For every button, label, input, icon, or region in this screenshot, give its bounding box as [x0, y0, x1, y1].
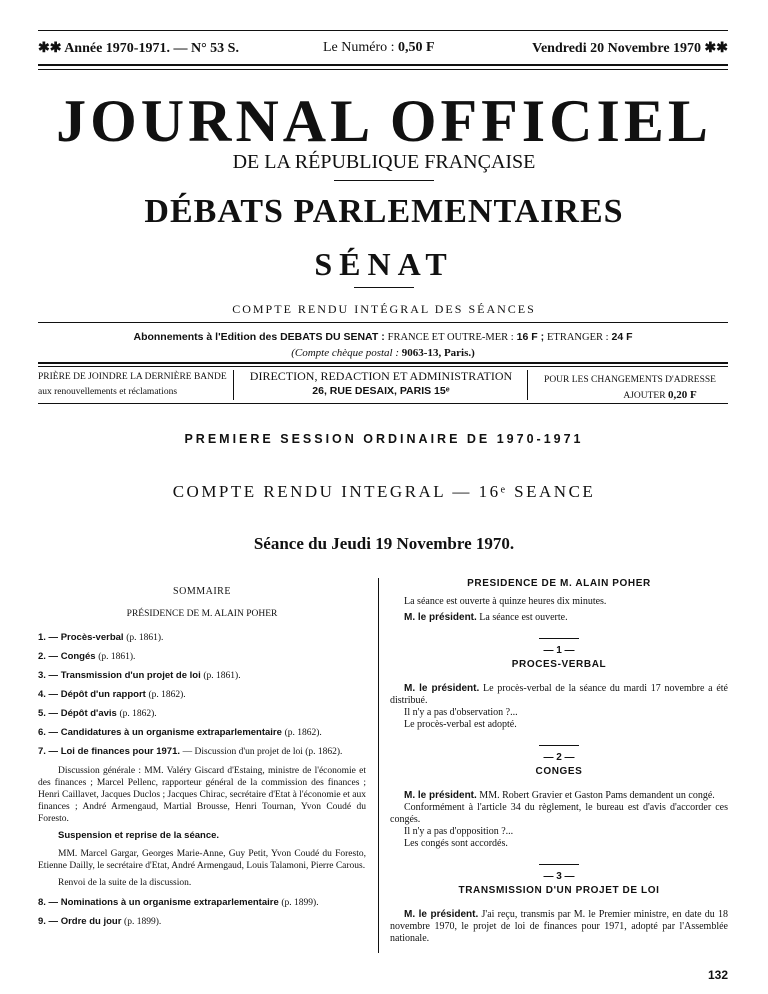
journal-title: JOURNAL OFFICIEL	[56, 88, 712, 154]
senat-title: SÉNAT	[314, 246, 454, 282]
section-rule	[539, 638, 579, 639]
section-rule	[539, 864, 579, 865]
intervenants: MM. Marcel Gargar, Georges Marie-Anne, Guy Petit, Yvon Coudé du Foresto, Etienne Dailly, le secrétaire d'Etat, André Armengaud, Louis Talamoni, Pierre Carous.	[38, 849, 366, 871]
section-2-number: — 2 —	[543, 752, 575, 763]
sommaire-item: 8. — Nominations à un organisme extraparlementaire (p. 1899).	[38, 897, 319, 908]
issue-header	[38, 40, 728, 58]
cheque-postal: (Compte chèque postal : 9063-13, Paris.)	[291, 347, 475, 359]
header-rule-1	[38, 64, 728, 66]
right-presidence: PRESIDENCE DE M. ALAIN POHER	[467, 578, 651, 589]
sommaire-item: 4. — Dépôt d'un rapport (p. 1862).	[38, 689, 186, 700]
section-1-number: — 1 —	[543, 645, 575, 656]
sommaire-item: 2. — Congés (p. 1861).	[38, 651, 136, 662]
box-left: PRIÈRE DE JOINDRE LA DERNIÈRE BANDE aux renouvellements et réclamations	[38, 372, 227, 397]
s2-paragraph: Il n'y a pas d'opposition ?...	[404, 826, 514, 837]
column-divider	[378, 578, 379, 953]
sommaire-item: 9. — Ordre du jour (p. 1899).	[38, 916, 162, 927]
debats-title: DÉBATS PARLEMENTAIRES	[144, 193, 624, 230]
price: Le Numéro : 0,50 F	[323, 40, 435, 55]
suspension-heading: Suspension et reprise de la séance.	[58, 830, 220, 841]
section-rule	[539, 745, 579, 746]
subscription-line: Abonnements à l'Edition des DEBATS DU SENAT : FRANCE ET OUTRE-MER : 16 F ; ETRANGER : 24 F	[133, 331, 633, 343]
box-rule-top-2	[38, 366, 728, 367]
section-1-title: PROCES-VERBAL	[511, 659, 607, 670]
seance-date-title: Séance du Jeudi 19 Novembre 1970.	[253, 534, 515, 553]
discussion-generale: Discussion générale : MM. Valéry Giscard d'Estaing, ministre de l'économie et des finances ; Marcel Pellenc, rapporteur général de la commission des finances ; Henri Caillavet, Jacques Duclos ; Jacques Chirac, secrétaire d'Etat à l'économie et aux finances ; André Armengaud, Martial Brousse, Henri Tournan, Yvon Coudé du Foresto.	[38, 766, 366, 824]
s1-paragraph: Il n'y a pas d'observation ?...	[404, 707, 518, 718]
s2-paragraph: M. le président. MM. Robert Gravier et Gaston Pams demandent un congé.	[404, 790, 715, 801]
compte-rendu-subtitle: COMPTE RENDU INTÉGRAL DES SÉANCES	[232, 302, 536, 316]
sommaire	[38, 586, 366, 935]
masthead-divider-1	[334, 180, 434, 181]
sommaire-item: 5. — Dépôt d'avis (p. 1862).	[38, 708, 157, 719]
s1-paragraph: M. le président. Le procès-verbal de la séance du mardi 17 novembre a été distribué.	[390, 683, 728, 706]
box-rule-bottom	[38, 403, 728, 404]
page-number: 132	[707, 968, 728, 982]
right-column	[390, 578, 728, 945]
sommaire-item: 1. — Procès-verbal (p. 1861).	[38, 632, 164, 643]
renvoi: Renvoi de la suite de la discussion.	[58, 878, 192, 888]
header-rule-2	[38, 69, 728, 70]
sommaire-item: 6. — Candidatures à un organisme extraparlementaire (p. 1862).	[38, 727, 322, 738]
box-divider-2	[527, 370, 528, 400]
seance-number-title: COMPTE RENDU INTEGRAL — 16ᵉ SEANCE	[172, 482, 596, 501]
s3-paragraph: M. le président. J'ai reçu, transmis par M. le Premier ministre, en date du 18 novembre 1970, le projet de loi de finances pour 1971, adopté par l'Assemblée nationale.	[390, 909, 729, 944]
box-rule-top-1	[38, 362, 728, 364]
subscription-rule-top	[38, 322, 728, 323]
box-middle: DIRECTION, REDACTION ET ADMINISTRATION 26, RUE DESAIX, PARIS 15ᵉ	[249, 369, 513, 397]
s1-paragraph: Le procès-verbal est adopté.	[404, 719, 517, 730]
republic-subtitle: DE LA RÉPUBLIQUE FRANÇAISE	[232, 151, 536, 173]
session-title: PREMIERE SESSION ORDINAIRE DE 1970-1971	[184, 432, 584, 446]
box-divider-1	[233, 370, 234, 400]
section-3-number: — 3 —	[543, 871, 575, 882]
sommaire-item: 3. — Transmission d'un projet de loi (p. 1861).	[38, 670, 241, 681]
sommaire-presidence: PRÉSIDENCE DE M. ALAIN POHER	[126, 609, 278, 619]
president-statement: M. le président. La séance est ouverte.	[404, 612, 568, 623]
sommaire-item: 7. — Loi de finances pour 1971. — Discussion d'un projet de loi (p. 1862).	[38, 746, 343, 757]
s2-paragraph: Les congés sont accordés.	[404, 838, 508, 849]
s2-paragraph: Conformément à l'article 34 du règlement, le bureau est d'avis d'accorder ces congés.	[390, 802, 728, 825]
section-2-title: CONGES	[535, 766, 583, 777]
top-rule	[38, 30, 728, 31]
masthead-divider-2	[354, 287, 414, 288]
issue-date: Vendredi 20 Novembre 1970 ✱✱	[532, 41, 728, 56]
section-3-title: TRANSMISSION D'UN PROJET DE LOI	[458, 885, 660, 896]
seance-ouverte: La séance est ouverte à quinze heures dix minutes.	[404, 596, 607, 607]
box-right: POUR LES CHANGEMENTS D'ADRESSE AJOUTER 0,20 F	[544, 375, 716, 401]
sommaire-title: SOMMAIRE	[173, 586, 231, 597]
issue-number: ✱✱ Année 1970-1971. — N° 53 S.	[38, 41, 239, 56]
